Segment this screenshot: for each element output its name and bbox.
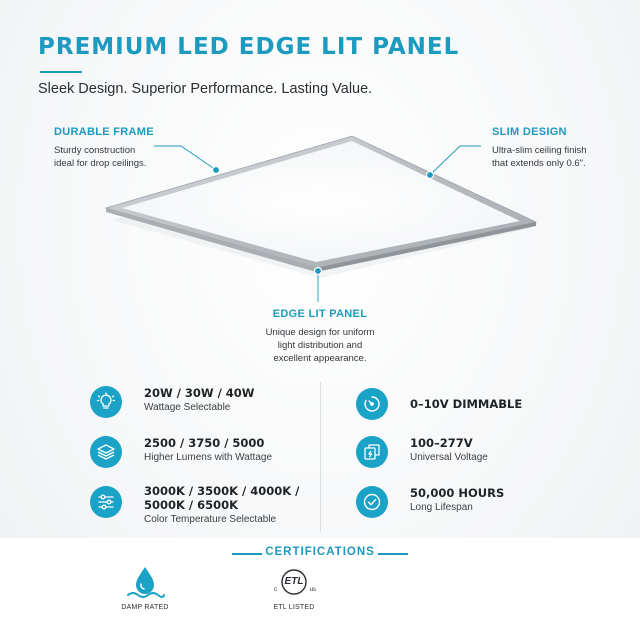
voltage-label: Universal Voltage bbox=[410, 452, 488, 463]
color-temp-value-2: 5000K / 6500K bbox=[144, 498, 239, 512]
lumens-label: Higher Lumens with Wattage bbox=[144, 452, 273, 463]
feature-voltage bbox=[356, 436, 488, 468]
damp-rated-label: DAMP RATED bbox=[121, 604, 169, 611]
feature-color-temp bbox=[90, 486, 299, 526]
lifespan-label: Long Lifespan bbox=[410, 502, 473, 513]
durable-frame-title: DURABLE FRAME bbox=[54, 126, 154, 138]
lifespan-value: 50,000 HOURS bbox=[410, 486, 505, 500]
color-temp-value-1: 3000K / 3500K / 4000K / bbox=[144, 484, 300, 498]
certifications-title: CERTIFICATIONS bbox=[265, 546, 375, 558]
voltage-icon bbox=[356, 436, 388, 468]
feature-lifespan bbox=[356, 486, 504, 518]
page-title: PREMIUM LED EDGE LIT PANEL bbox=[38, 34, 460, 60]
feature-wattage bbox=[90, 386, 254, 418]
sliders-icon bbox=[90, 486, 122, 518]
water-drop-icon bbox=[125, 565, 165, 601]
feature-dimmable bbox=[356, 388, 522, 420]
durable-frame-marker bbox=[213, 167, 220, 174]
wattage-label: Wattage Selectable bbox=[144, 402, 231, 413]
etl-logo-icon: ETL c us bbox=[276, 568, 312, 600]
edge-lit-title: EDGE LIT PANEL bbox=[272, 308, 368, 320]
etl-listed-label: ETL LISTED bbox=[273, 604, 315, 611]
layers-icon bbox=[90, 436, 122, 468]
page-subtitle: Sleek Design. Superior Performance. Lasting Value. bbox=[38, 81, 373, 97]
checkmark-icon bbox=[356, 486, 388, 518]
slim-design-title: SLIM DESIGN bbox=[492, 126, 567, 138]
lumens-value: 2500 / 3750 / 5000 bbox=[144, 436, 265, 450]
dimmer-icon bbox=[356, 388, 388, 420]
column-divider bbox=[320, 382, 321, 532]
color-temp-label: Color Temperature Selectable bbox=[144, 514, 277, 525]
dimmable-value: 0–10V DIMMABLE bbox=[410, 397, 523, 411]
wattage-value: 20W / 30W / 40W bbox=[144, 386, 255, 400]
edge-lit-marker bbox=[315, 268, 322, 275]
durable-frame-desc: Sturdy construction ideal for drop ceilings. bbox=[54, 145, 147, 169]
feature-lumens bbox=[90, 436, 272, 468]
voltage-value: 100–277V bbox=[410, 436, 473, 450]
slim-design-marker bbox=[427, 172, 434, 179]
slim-design-leader bbox=[430, 146, 481, 175]
durable-frame-leader bbox=[154, 146, 216, 170]
lightbulb-icon bbox=[90, 386, 122, 418]
edge-lit-desc: Unique design for uniform light distribution and excellent appearance. bbox=[265, 327, 375, 364]
slim-design-desc: Ultra-slim ceiling finish that extends only 0.6". bbox=[492, 145, 587, 169]
